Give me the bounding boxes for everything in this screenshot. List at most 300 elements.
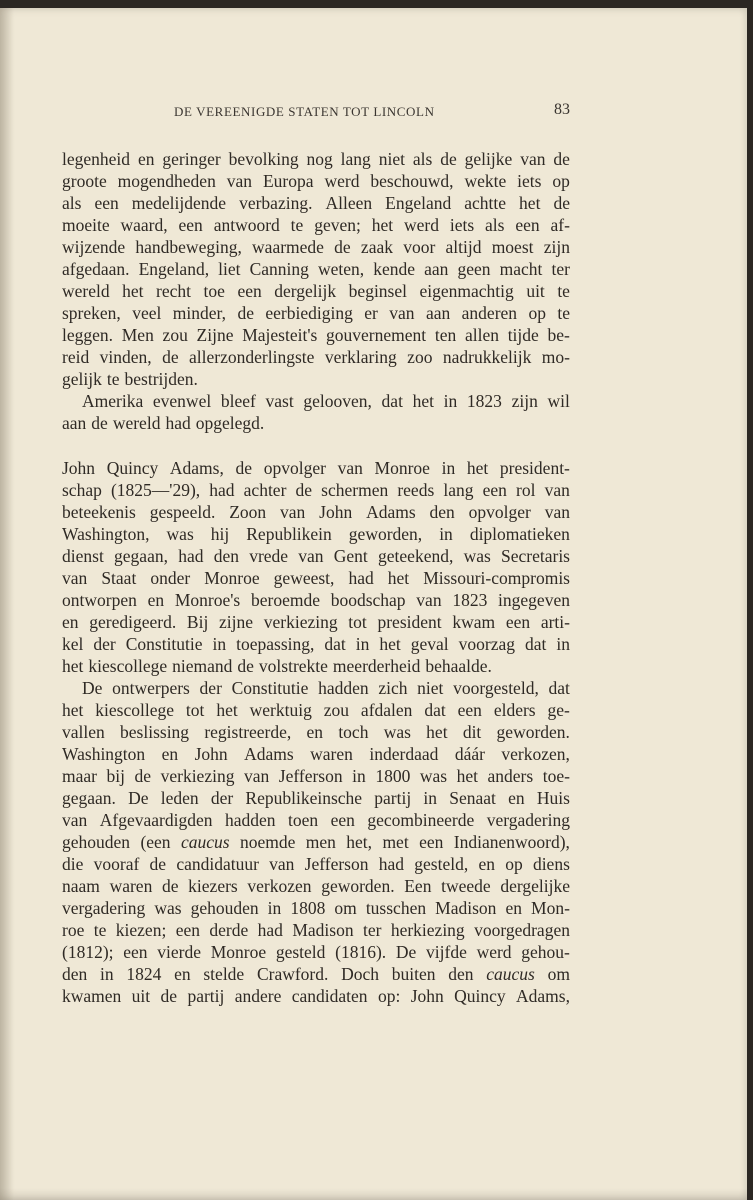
word: uit [526,281,545,301]
word: de [237,656,254,676]
page-number: 83 [554,101,570,118]
word: meerderheid [332,656,421,676]
word: be- [547,325,570,345]
word: Zoon [229,502,267,522]
word: mo- [541,347,570,367]
word: niet [417,678,444,698]
word: dat [381,391,403,411]
word: het [519,193,541,213]
word: verkiezing [160,766,235,786]
text-line [62,919,570,941]
word: was [166,524,194,544]
text-line [62,985,570,1007]
running-title: DE VEREENIGDE STATEN TOT LINCOLN [174,104,435,119]
word: tijde [507,325,539,345]
word: ontwerpers [112,678,190,698]
text-line [62,787,570,809]
word: er [364,303,378,323]
word: achter [243,480,287,500]
word: tot [185,700,205,720]
word: arti- [540,612,570,632]
word: de [161,876,179,896]
word: legenheid [62,149,131,169]
word: roe [62,920,85,940]
word: Afgevaardigden [99,810,213,830]
word: leden [160,788,199,808]
word: het [456,766,478,786]
word: den [213,546,239,566]
word: als [412,149,433,169]
word: candidatuur [176,854,259,874]
word: nadrukkelijk [442,347,532,367]
word: Republikein [246,524,332,544]
word: diens [532,854,570,874]
word: was [383,722,411,742]
word: afdalen [360,700,413,720]
word: John [410,986,444,1006]
word: Engeland [385,193,452,213]
word: reeds [397,480,435,500]
text-line [62,412,570,434]
word: vinden, [99,347,152,367]
word: evenwel [152,391,212,411]
word: op [552,171,570,191]
word: candidaten [291,986,368,1006]
word: geworden, [348,524,423,544]
word: van [337,458,363,478]
word: opgelegd. [195,413,265,433]
word: handbeweging, [135,237,242,257]
word: verbazing. [239,193,313,213]
text-line [62,302,570,324]
word: Majesteit's [242,325,318,345]
word: tot [348,612,367,632]
text-line [62,589,570,611]
word: de [440,149,457,169]
word: met [382,832,409,852]
text-line [62,390,570,412]
word: Monroe [204,568,260,588]
word: en [147,590,165,610]
word: vrede [249,546,289,566]
word: 1808 [290,898,326,918]
word: gesteld, [414,854,469,874]
word: achtte [464,193,507,213]
word: gelooven, [303,391,372,411]
word: derde [209,920,249,940]
word: vijfde [426,942,467,962]
word: de [149,854,167,874]
text-line [62,809,570,831]
word: had [165,413,191,433]
word: die [62,854,84,874]
word: wijzende [62,237,126,257]
word: dergelijk [274,281,337,301]
word: het [426,722,448,742]
word: Alleen [325,193,373,213]
word: bestrijden. [124,369,198,389]
word: partij [187,986,225,1006]
word: schermen [321,480,389,500]
word: schap [62,480,102,500]
word: president- [499,458,570,478]
word: liet [218,259,241,279]
word: zijn [511,391,538,411]
word: niet [378,149,405,169]
word: en [137,149,155,169]
word: beginsel [348,281,407,301]
word: gelijke [464,149,513,169]
text-line [62,346,570,368]
word: Secretaris [501,546,570,566]
word: te [93,920,107,940]
text-line [62,258,570,280]
text-line [62,721,570,743]
word: kiezen; [115,920,167,940]
word: en [478,854,495,874]
word: kwam [452,612,496,632]
word: noemde [239,832,296,852]
word: der [210,788,234,808]
word: iets [517,171,542,191]
word: der [93,634,116,654]
word: waren [109,876,153,896]
word: bij [106,766,125,786]
word: wereld [112,413,161,433]
word: te [557,281,570,301]
word: werktuig [249,700,312,720]
text-line [62,677,570,699]
word: buiten [391,964,436,984]
word: het [412,391,434,411]
word: den [62,964,88,984]
text-line [62,611,570,633]
word: anders [487,766,534,786]
word: het [122,281,144,301]
word: ingegeven [498,590,570,610]
word: naam [62,876,100,896]
word: in [100,964,114,984]
word: spreken, [62,303,121,323]
text-line [62,567,570,589]
text-line [62,501,570,523]
word: aan [425,303,451,323]
word: in [352,766,366,786]
text-line [62,743,570,765]
text-line [62,280,570,302]
word: toepassing, [236,634,315,654]
word: leggen. [62,325,114,345]
text-line [62,633,570,655]
word: had [348,568,374,588]
word: in [423,788,438,808]
word: allerzonderlingste [189,347,315,367]
word: en [174,964,191,984]
word: Indianenwoord), [453,832,570,852]
word: van [62,810,88,830]
text-line [62,214,570,236]
word: gelijk [62,369,102,389]
word: waarmede [252,237,324,257]
word: Quincy [106,458,159,478]
word: opvolger [263,458,326,478]
word: allen [464,325,499,345]
word: Canning [249,259,309,279]
text-line [62,457,570,479]
word: Doch [341,964,380,984]
word: Washington [62,744,146,764]
word: van [243,766,270,786]
word: dat [548,678,570,698]
word: anderen [461,303,518,323]
word: de [334,237,351,257]
word: kel [62,634,84,654]
paragraph [62,677,570,1007]
word: Madison [435,898,497,918]
word: geval [410,634,449,654]
text-line [62,479,570,501]
word: had [257,920,283,940]
word: gecombineerde [367,810,475,830]
word: Republikeinsche [245,788,363,808]
word: de [235,458,253,478]
word: van [544,480,570,500]
word: afgedaan. [62,259,130,279]
word: in [441,458,456,478]
word: de [553,193,570,213]
word: werd [324,171,360,191]
word: toe [203,281,225,301]
word: beslissing [120,722,190,742]
word: geworden. [321,876,395,896]
word: geteekend, [378,546,454,566]
word: kiescollege [88,656,168,676]
word: iets [449,215,475,235]
word: de [134,766,152,786]
word: de [160,986,178,1006]
word: werd [403,215,439,235]
word: dienst [62,546,104,566]
word: Adams, [516,986,570,1006]
word: herkiezing [390,920,465,940]
word: de [237,303,254,323]
word: vallen [62,722,105,742]
text-line [62,765,570,787]
word: gehouden [190,898,259,918]
word: toch [338,722,369,742]
word: geweest, [273,568,335,588]
word: reid [62,347,90,367]
word: zich [378,678,408,698]
word: Crawford. [256,964,329,984]
word: kiescollege [95,700,175,720]
word: De [82,678,103,698]
word: een [237,281,262,301]
word: gesteld [275,942,326,962]
word: Gent [333,546,368,566]
word: Huis [536,788,570,808]
word: rol [516,480,536,500]
word: John [62,458,96,478]
word: kwamen [62,986,122,1006]
word: en [505,898,522,918]
word: hadden [318,678,369,698]
word: Europa [262,171,314,191]
word: het [371,215,394,235]
text-line [62,192,570,214]
word: moest [491,237,534,257]
word: inderdaad [369,744,439,764]
word: den [448,964,474,984]
word: af- [550,215,570,235]
word: (1812); [62,942,114,962]
word: het [62,700,84,720]
paragraph [62,148,570,390]
word: zou [323,700,350,720]
word: van [416,590,442,610]
word: van [269,854,295,874]
paragraph [62,390,570,434]
word: de [553,149,570,169]
word: Quincy [454,986,506,1006]
word: vergadering [486,810,570,830]
word: in [443,391,458,411]
word: macht [499,259,543,279]
word: aan [62,413,87,433]
word: van [298,546,324,566]
word: zou [162,325,188,345]
word: verklaring [324,347,397,367]
word: ontworpen [62,590,137,610]
word: en [62,612,79,632]
word: medelijdende [131,193,227,213]
word: dit [462,722,482,742]
text-line [62,897,570,919]
word: den [429,502,455,522]
word: Adams [244,744,294,764]
word: het [466,458,489,478]
text-line [62,545,570,567]
word: Monroe's [174,590,241,610]
word: van [226,171,253,191]
text-line [62,699,570,721]
word: dat [424,700,446,720]
word: waard, [120,215,168,235]
text-line [62,368,570,390]
word: in [439,524,453,544]
word: ter [362,920,382,940]
indented-start [62,677,102,699]
word: maar [62,766,97,786]
word: het [216,700,238,720]
word: Adams, [169,458,224,478]
word: zoo [407,347,433,367]
word: ten [434,325,457,345]
word: bleef [220,391,256,411]
word: 1823 [452,590,488,610]
word: een [330,810,355,830]
word: onder [150,568,191,588]
text-line [62,236,570,258]
word: veel [132,303,162,323]
word: Mon- [531,898,570,918]
word: De [128,788,149,808]
word: een [94,193,119,213]
word: geredigeerd. [89,612,177,632]
word: te [106,369,120,389]
word: toen [287,810,319,830]
word: hadden [224,810,276,830]
word: voor [403,237,436,257]
word: in [267,898,282,918]
word: behaalde. [425,656,492,676]
word: en [161,744,179,764]
word: opvolger [468,502,531,522]
word: en [306,722,324,742]
word: Engeland, [138,259,210,279]
page-header [62,101,570,123]
word: registreerde, [204,722,292,742]
word: gegaan. [62,788,116,808]
word: wekte [464,171,507,191]
word: vierde [157,942,201,962]
word: gehou- [521,942,570,962]
word: een [419,832,444,852]
word: van [389,303,415,323]
word: van [544,502,570,522]
word: van [62,568,88,588]
word: geringer [162,149,221,169]
word: weten, [317,259,365,279]
word: vergadering [62,898,146,918]
word: (1825—'29), [110,480,201,500]
text-line [62,324,570,346]
word: een [482,480,507,500]
text-line [62,853,570,875]
word: verkozen, [501,744,570,764]
word: verkiezing [263,612,338,632]
word: 1823 [466,391,502,411]
word: was [463,546,491,566]
word: nog [306,149,333,169]
word: ge- [547,700,570,720]
word: had [209,480,235,500]
word: antwoord [213,215,280,235]
word: (een [140,832,171,852]
word: dergelijke [500,876,570,896]
word: verkozen [247,876,312,896]
word: tweede [441,876,491,896]
word: Men [121,325,154,345]
word: was [154,898,182,918]
word: Staat [101,568,137,588]
page-bottom-shadow [0,1188,747,1200]
word: op: [377,986,401,1006]
word: groote [62,171,107,191]
word: toe- [542,766,570,786]
word: Zijne [196,325,234,345]
word: vast [265,391,294,411]
word: dat [324,634,346,654]
word: was [419,766,448,786]
word: Monroe [374,458,430,478]
word: Amerika [82,391,144,411]
word: De [395,942,417,962]
word: andere [234,986,282,1006]
word: in [556,634,570,654]
word: als [485,215,505,235]
word: een [178,215,203,235]
